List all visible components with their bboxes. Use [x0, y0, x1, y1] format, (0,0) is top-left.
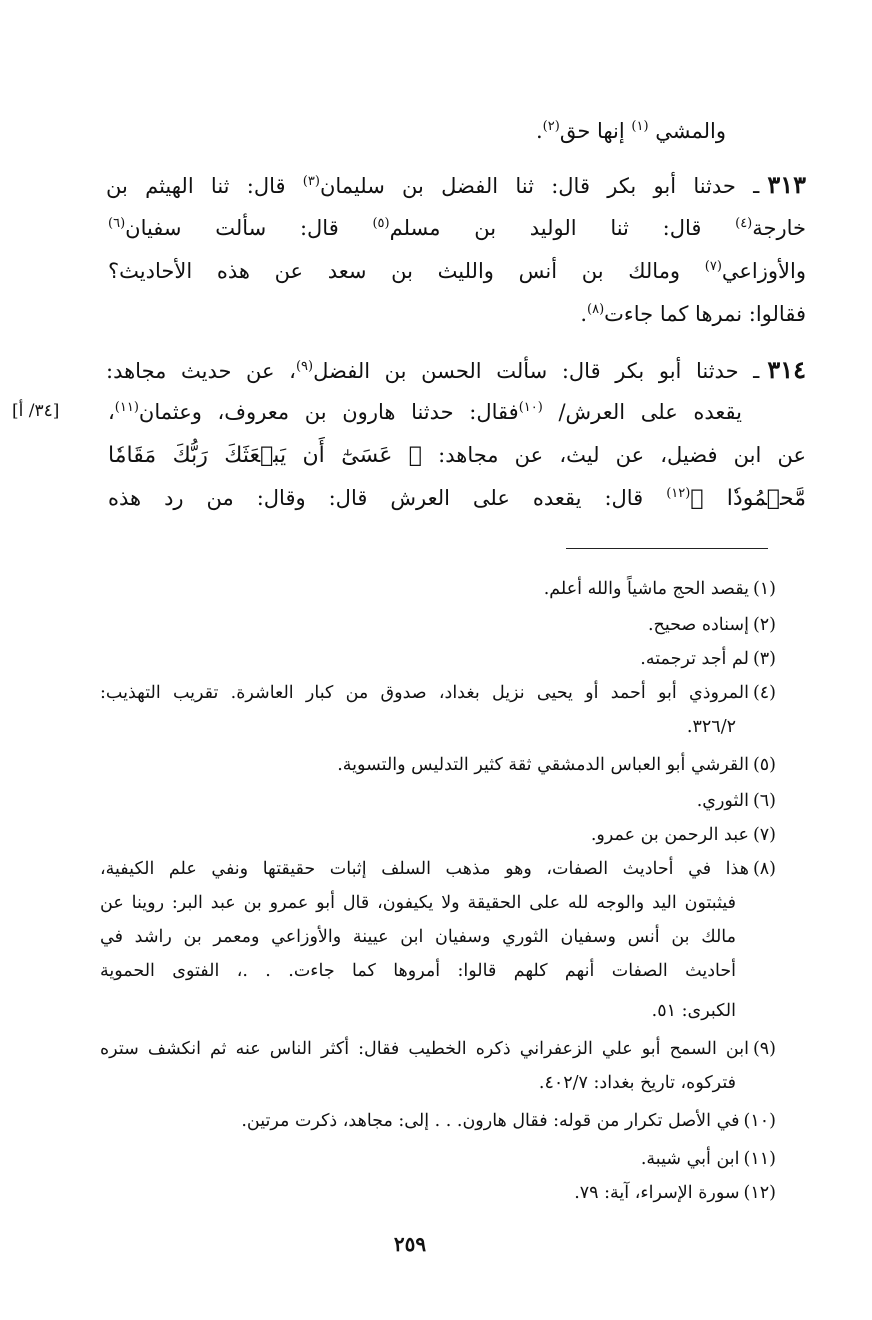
footnote-10: (١٠)في الأصل تكرار من قوله: فقال هارون. . . إلى: مجاهد، ذكرت مرتين.: [241, 1111, 776, 1131]
footnote-ref[interactable]: (٥): [372, 216, 390, 231]
footnote-8-cont-4: الكبرى: ٥١.: [651, 1001, 736, 1021]
footnote-3: (٣)لم أجد ترجمته.: [640, 649, 776, 669]
footnote-4: (٤)المروذي أبو أحمد أو يحيى نزيل بغداد، صدوق من كبار العاشرة. تقريب التهذيب:: [100, 683, 776, 703]
footnote-ref[interactable]: (٣): [302, 174, 320, 189]
footnote-ref[interactable]: (١٠): [518, 400, 543, 415]
hadith-number: ٣١٤: [767, 355, 806, 384]
footnote-ref[interactable]: (٦): [108, 216, 126, 231]
main-line-7: يقعده على العرش/ $^{(١٠)}$فقال: حدثنا هارون بن معروف، وعثمان$^{(١١)}$،: [108, 400, 742, 424]
footnote-ref[interactable]: (٤): [735, 216, 753, 231]
footnote-ref[interactable]: (٩): [295, 359, 314, 374]
footnote-ref[interactable]: (٨): [587, 302, 605, 317]
footnote-ref[interactable]: (٢): [542, 119, 560, 134]
footnote-8-cont-2: مالك بن أنس وسفيان الثوري وسفيان ابن عيينة والأوزاعي ومعمر بن راشد في: [100, 927, 736, 947]
footnote-8: (٨)هذا في أحاديث الصفات، وهو مذهب السلف إثبات حقيقتها ونفي علم الكيفية،: [100, 859, 776, 879]
quran-verse: ﴿ عَسَىٰٓ أَن يَبۡعَثَكَ رَبُّكَ مَقَامٗا: [108, 443, 423, 468]
footnote-5: (٥)القرشي أبو العباس الدمشقي ثقة كثير التدليس والتسوية.: [337, 755, 776, 775]
footnote-2: (٢)إسناده صحيح.: [647, 615, 776, 635]
footnote-ref[interactable]: (١١): [114, 400, 139, 415]
main-line-3: خارجة$^{(٤)}$ قال: ثنا الوليد بن مسلم$^{(٥)}$ قال: سألت سفيان$^{(٦)}$: [108, 216, 807, 240]
footnote-ref[interactable]: (١): [631, 119, 649, 134]
main-line-1: والمشي $^{(١)}$ إنها حق$^{(٢)}$.: [535, 119, 726, 143]
footnote-7: (٧)عبد الرحمن بن عمرو.: [590, 825, 776, 845]
quran-verse: مَّحۡمُودٗا ﴾: [690, 486, 806, 511]
footnote-9: (٩)ابن السمح أبو علي الزعفراني ذكره الخطيب فقال: أكثر الناس عنه ثم انكشف ستره: [100, 1039, 776, 1059]
main-line-2: ٣١٣ـ حدثنا أبو بكر قال: ثنا الفضل بن سليمان$^{(٣)}$ قال: ثنا الهيثم بن: [106, 170, 806, 199]
main-line-8: عن ابن فضيل، عن ليث، عن مجاهد: ﴿ عَسَىٰٓ أَن يَبۡعَثَكَ رَبُّكَ مَقَامٗا: [108, 443, 806, 468]
footnote-6: (٦)الثوري.: [696, 791, 776, 811]
main-line-5: فقالوا: نمرها كما جاءت$^{(٨)}$.: [580, 302, 806, 326]
footnote-8-cont-1: فيثبتون اليد والوجه لله على الحقيقة ولا يكيفون، قال أبو عمرو بن عبد البر: روينا عن: [100, 893, 736, 913]
page-number: ٢٥٩: [393, 1232, 427, 1256]
manuscript-folio-marker: [٣٤/ أ]: [12, 401, 60, 421]
footnote-8-cont-3: أحاديث الصفات أنهم كلهم قالوا: أمروها كما جاءت. . .، الفتوى الحموية: [100, 961, 736, 981]
main-line-6: ٣١٤ـ حدثنا أبو بكر قال: سألت الحسن بن الفضل$^{(٩)}$، عن حديث مجاهد:: [106, 355, 806, 384]
footnote-ref[interactable]: (١٢): [666, 486, 691, 501]
footnote-1: (١)يقصد الحج ماشياً والله أعلم.: [543, 579, 776, 599]
footnote-ref[interactable]: (٧): [704, 259, 722, 274]
footnote-11: (١١)ابن أبي شيبة.: [640, 1149, 776, 1169]
footnote-9-cont: فتركوه، تاريخ بغداد: ٤٠٢/٧.: [538, 1073, 736, 1093]
hadith-number: ٣١٣: [767, 170, 806, 199]
footnote-4-cont: ٣٢٦/٢.: [686, 717, 736, 737]
footnote-separator: [566, 548, 768, 549]
main-line-4: والأوزاعي$^{(٧)}$ ومالك بن أنس والليث بن سعد عن هذه الأحاديث؟: [108, 259, 806, 283]
main-line-9: مَّحۡمُودٗا ﴾$^{(١٢)}$ قال: يقعده على العرش قال: وقال: من رد هذه: [108, 486, 806, 511]
footnote-12: (١٢)سورة الإسراء، آية: ٧٩.: [574, 1183, 776, 1203]
